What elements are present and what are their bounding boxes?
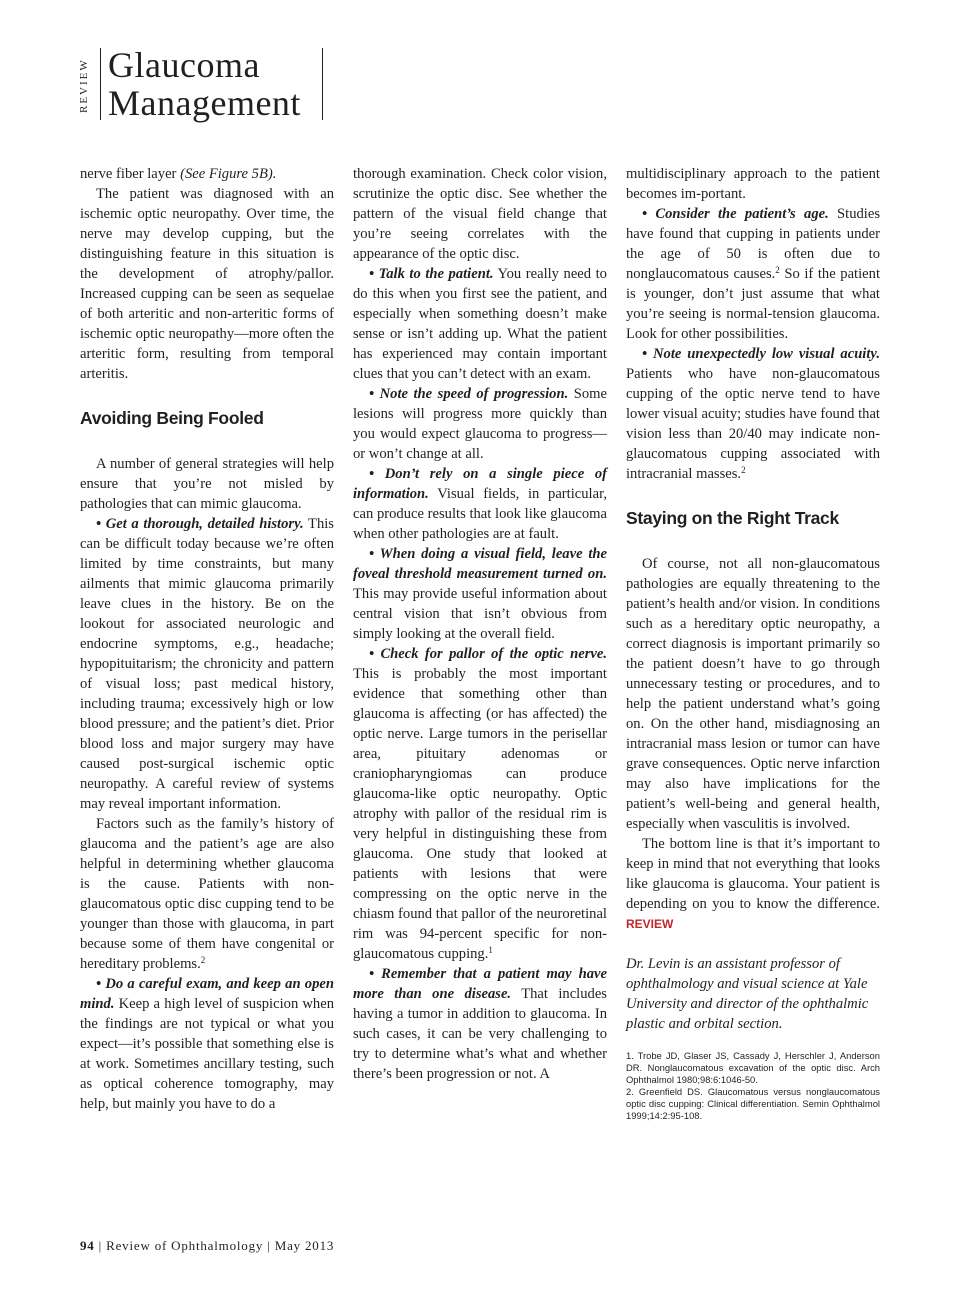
bullet-text: Visual fields, in particular, can produce results that look like glaucoma when other pathologies are at fault. <box>353 486 607 542</box>
column-3 <box>626 164 880 1122</box>
end-mark: REVIEW <box>626 917 674 931</box>
paragraph: multidisciplinary approach to the patient becomes im-portant. <box>626 166 880 202</box>
bullet-text: That includes having a tumor in addition to glaucoma. In such cases, it can be very challenging to try to determine what’s what and whether there’s been progression or not. A <box>353 986 607 1082</box>
issue-date: May 2013 <box>274 1238 335 1253</box>
section-title <box>108 46 318 122</box>
reference-item: 2. Greenfield DS. Glaucomatous versus nonglaucomatous optic disc cupping: Clinical differentiation. Semin Ophthalmol 1999;14:2:95-108. <box>626 1086 880 1121</box>
bullet-lead: • Do a careful exam, and keep an open mind. <box>80 976 334 1012</box>
bullet-lead: • Remember that a patient may have more than one disease. <box>353 966 607 1002</box>
page-footer <box>80 1238 334 1254</box>
paragraph: Of course, not all non-glaucomatous pathologies are equally threatening to the patient’s health and/or vision. In conditions such as a hereditary optic neuropathy, a correct diagnosis is important primarily so the patient doesn’t have to go through unnecessary testing or procedures, and to help the patient understand what’s going on. On the other hand, misdiagnosing an intracranial mass lesion or tumor can have grave consequences. Optic nerve infarction may also have implications for the patient’s well-being and general health, especially when vasculitis is involved. <box>626 556 880 832</box>
bullet-text: This can be difficult today because we’re often limited by time constraints, but many ailments that mimic glaucoma primarily leave clues in the history. Be on the lookout for associated neurologic and endocrine symptoms, e.g., headache; hypopituitarism; the chronicity and pattern of visual loss; past medical history, including trauma; excessively high or low blood pressure; and the patient’s diet. Prior blood loss and major surgery may have caused post-surgical ischemic optic neuropathy. A careful review of systems may reveal important information. <box>80 516 334 812</box>
bullet-lead: • Talk to the patient. <box>369 266 494 282</box>
bullet-paragraph <box>353 644 607 964</box>
bullet-paragraph <box>353 464 607 544</box>
bullet-text: Patients who have non-glaucomatous cupping of the optic nerve tend to have lower visual acuity; studies have found that vision less than 20/40 may indicate non-glaucomatous cupping associated with intracranial masses. <box>626 366 880 482</box>
bullet-paragraph <box>353 544 607 644</box>
footer-separator: | <box>267 1238 271 1253</box>
bullet-paragraph <box>353 964 607 1084</box>
citation: 2 <box>741 465 746 475</box>
bullet-paragraph <box>353 264 607 384</box>
text: nerve fiber layer <box>80 166 181 182</box>
paragraph: The patient was diagnosed with an ischemic optic neuropathy. Over time, the nerve may develop cupping, but the distinguishing feature in this situation is the development of atrophy/pallor. Increased cupping can be seen as sequelae of both arteritic and non-arteritic forms of ischemic optic neuropathy—more often the arteritic form, resulting from temporal arteritis. <box>80 186 334 382</box>
bullet-lead: • Note the speed of progression. <box>369 386 569 402</box>
bullet-lead: • Note unexpectedly low visual acuity. <box>642 346 880 362</box>
figure-reference: (See Figure 5B). <box>180 166 277 182</box>
bullet-lead: • When doing a visual field, leave the foveal threshold measurement turned on. <box>353 546 607 582</box>
header-divider-left <box>100 48 101 120</box>
text: The bottom line is that it’s important to keep in mind that not everything that looks like glaucoma is glaucoma. Your patient is depending on you to know the difference. <box>626 836 880 912</box>
column-2 <box>353 164 607 1084</box>
citation: 2 <box>200 955 206 965</box>
text: Factors such as the family’s history of glaucoma and the patient’s age are also helpful in determining whether glaucoma is the cause. Patients with non-glaucomatous optic disc cupping tend to be younger than those with glaucoma, in part because some of them have congenital or hereditary problems. <box>80 816 334 972</box>
subheading: Avoiding Being Fooled <box>80 408 264 428</box>
section-title-line1: Glaucoma <box>108 45 260 85</box>
reference-item: 1. Trobe JD, Glaser JS, Cassady J, Herschler J, Anderson DR. Nonglaucomatous excavation of the optic disc. Arch Ophthalmol 1980;98:6:1046-50. <box>626 1050 880 1085</box>
page-number: 94 <box>80 1238 95 1253</box>
section-label: REVIEW <box>78 58 90 114</box>
bullet-lead: • Consider the patient’s age. <box>642 206 829 222</box>
bullet-paragraph <box>80 514 334 814</box>
header-divider-right <box>322 48 323 120</box>
bullet-text: Some lesions will progress more quickly than you would expect glaucoma to progress—or won’t change at all. <box>353 386 607 462</box>
bullet-lead: • Don’t rely on a single piece of information. <box>353 466 607 502</box>
section-title-line2: Management <box>108 83 301 123</box>
subheading: Staying on the Right Track <box>626 508 839 528</box>
paragraph <box>80 814 334 974</box>
bullet-text: You really need to do this when you first see the patient, and especially when something doesn’t make sense or isn’t adding up. What the patient has experienced may contain important clues that you can’t detect with an exam. <box>353 266 607 382</box>
bullet-lead: • Check for pallor of the optic nerve. <box>369 646 607 662</box>
bullet-paragraph <box>80 974 334 1114</box>
references <box>626 1050 880 1122</box>
bullet-text: So if the patient is younger, don’t just assume that what you’re seeing is normal-tension glaucoma. Look for other possibilities. <box>626 266 880 342</box>
publication-name: Review of Ophthalmology <box>106 1238 264 1253</box>
paragraph: A number of general strategies will help ensure that you’re not misled by pathologies that can mimic glaucoma. <box>80 456 334 512</box>
citation: 1 <box>488 945 493 955</box>
bullet-lead: • Get a thorough, detailed history. <box>96 516 304 532</box>
paragraph: thorough examination. Check color vision, scrutinize the optic disc. See whether the pattern of the visual field change that you’re seeing correlates with the appearance of the optic disc. <box>353 166 607 262</box>
author-bio: Dr. Levin is an assistant professor of ophthalmology and visual science at Yale University and director of the ophthalmic plastic and orbital section. <box>626 956 869 1032</box>
footer-separator: | <box>98 1238 103 1253</box>
bullet-paragraph <box>353 384 607 464</box>
bullet-text: This is probably the most important evidence that something other than glaucoma is affecting (or has affected) the optic nerve. Large tumors in the perisellar area, pituitary adenomas or craniopharyngiomas can produce glaucoma-like optic neuropathy. Optic atrophy with pallor of the residual rim is very helpful in distinguishing these from glaucoma. One study that looked at patients with lesions that were compressing on the optic nerve in the chiasm found that pallor of the neuroretinal rim was 94-percent specific for non-glaucomatous cupping. <box>353 666 607 962</box>
bullet-text: This may provide useful information about central vision that isn’t obvious from simply looking at the overall field. <box>353 586 607 642</box>
citation: 2 <box>775 265 780 275</box>
bullet-text: Keep a high level of suspicion when the findings are not typical or what you expect—it’s possible that something else is at work. Sometimes ancillary testing, such as optical coherence tomography, may help, but mainly you have to do a <box>80 996 334 1112</box>
paragraph <box>626 834 880 934</box>
bullet-paragraph <box>626 204 880 344</box>
column-1 <box>80 164 334 1114</box>
paragraph <box>80 164 334 184</box>
bullet-paragraph <box>626 344 880 484</box>
bullet-text: Studies have found that cupping in patients under the age of 50 is often due to nonglaucomatous causes. <box>626 206 881 282</box>
